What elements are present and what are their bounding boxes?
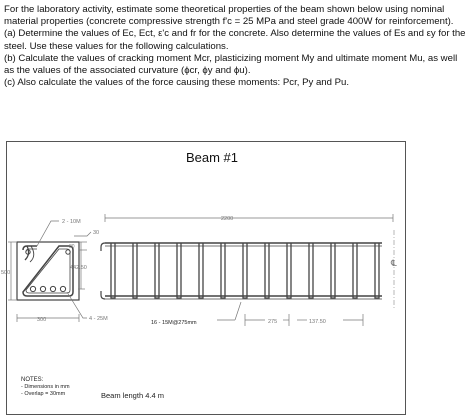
problem-part-b: (b) Calculate the values of cracking moment Mcr, plasticizing moment My and ultimate moment Mu, as well as the values of the associated curvature (ϕcr, ϕy and ϕu). [4, 52, 458, 77]
label-cover-side: 30 [69, 244, 75, 250]
label-bottom-bars: 4 - 25M [89, 316, 108, 322]
beam-length-note: Beam length 4.4 m [101, 391, 164, 400]
label-width: 300 [37, 317, 47, 323]
beam-drawing-svg [1, 142, 405, 414]
beam-drawing [1, 141, 406, 415]
label-height: 500 [1, 270, 11, 276]
notes-dimensions: - Dimensions in mm [21, 384, 70, 390]
stirrups [111, 243, 379, 298]
problem-statement [4, 4, 468, 89]
label-depth: 442.50 [70, 265, 87, 271]
label-end: 137.50 [309, 319, 326, 325]
problem-part-a: (a) Determine the values of Ec, Ect, ε'c and fr for the concrete. Also determine the values of Es and εy for the steel. Use these values for the following calculations. [4, 28, 466, 52]
label-spacing: 275 [268, 319, 278, 325]
notes-overlap: - Overlap = 30mm [21, 391, 66, 397]
problem-intro: For the laboratory activity, estimate some theoretical properties of the beam shown below using nominal material properties (concrete compressive strength f'c = 25 MPa and steel grade 400W for reinforcement). [4, 4, 454, 28]
problem-part-c: (c) Also calculate the values of the force causing these moments: Pcr, Py and Pu. [4, 77, 350, 89]
elevation-dimensions [105, 214, 393, 326]
cross-section [17, 242, 79, 300]
label-top-bars: 2 - 10M [62, 219, 81, 225]
notes-title: NOTES: [21, 377, 44, 383]
figure-title: Beam #1 [185, 150, 239, 165]
label-stirrups: 16 - 15M@275mm [151, 320, 197, 326]
centerline-symbol: ℄ [391, 258, 397, 268]
label-cover-top: 30 [93, 230, 100, 236]
label-length: 2200 [221, 216, 234, 222]
